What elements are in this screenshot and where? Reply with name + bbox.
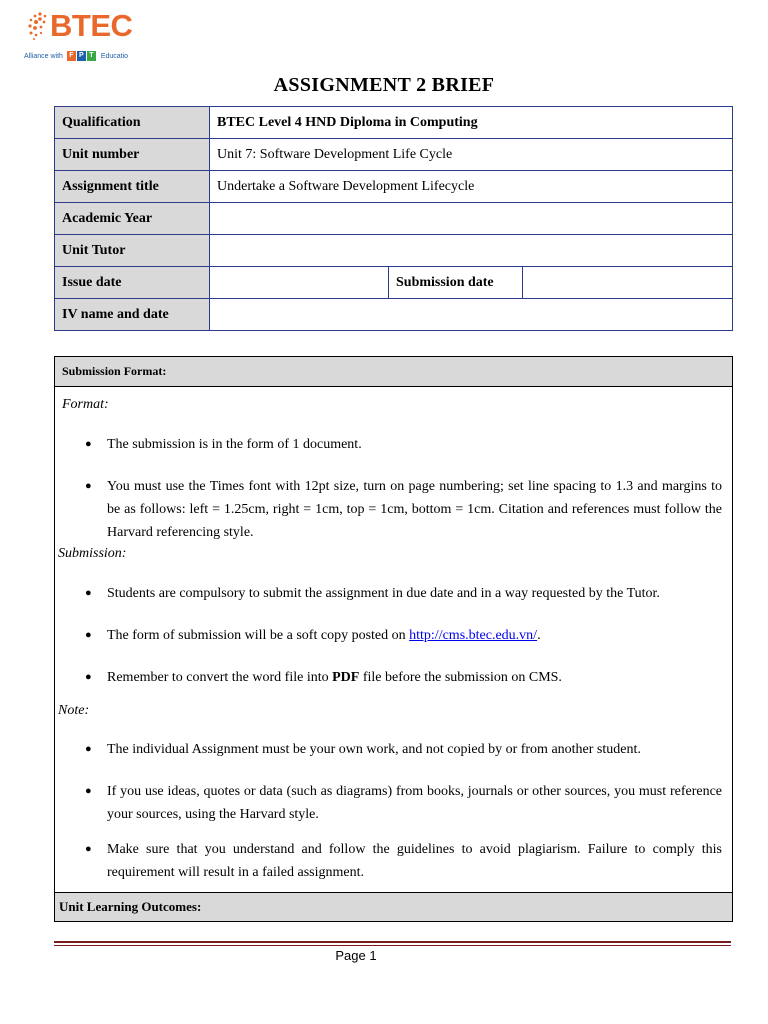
footer-divider-thin [54,945,731,946]
format-label: Format: [62,397,109,412]
submission-date-value [523,267,733,299]
table-row-unit-tutor [55,235,733,267]
list-item-text: The submission is in the form of 1 document. [107,437,362,452]
logo-dots-icon [26,11,50,41]
list-item [85,433,722,456]
list-item [85,624,722,647]
logo-brand-text: BTEC [50,8,133,43]
fpt-letter-t: T [87,51,96,61]
bullet-icon: ● [85,438,92,450]
submission-label: Submission: [58,546,127,561]
note-label: Note: [58,703,90,718]
list-item [85,666,722,689]
fpt-logo [67,51,97,61]
assignment-info-table [54,106,733,331]
alliance-suffix: Educatio [100,52,129,60]
list-item-text: Students are compulsory to submit the assignment in due date and in a way requested by the Tutor. [107,586,660,601]
list-item-text: The individual Assignment must be your own work, and not copied by or from another student. [107,742,641,757]
submission-format-header: Submission Format: [55,357,732,387]
footer-divider [54,941,731,943]
list-item [85,780,722,826]
unit-tutor-value [210,235,733,267]
list-item-text [107,666,722,689]
btec-logo [22,8,142,64]
fpt-letter-f: F [67,51,76,61]
iv-name-value [210,299,733,331]
submission-item-2-prefix: The form of submission will be a soft copy posted on [107,628,410,643]
table-row-qualification [55,107,733,139]
issue-date-value [210,267,389,299]
bullet-icon: ● [85,785,92,797]
fpt-letter-p: P [77,51,86,61]
list-item [85,475,722,544]
list-item-text: Make sure that you understand and follow the guidelines to avoid plagiarism. Failure to comply this requirement will result in a failed assignment. [107,842,722,880]
list-item-text: You must use the Times font with 12pt size, turn on page numbering; set line spacing to 1.3 and margins to be as follows: left = 1.25cm, right = 1cm, top = 1cm, bottom = 1cm. Citation and references must follow the Harvard referencing style. [107,479,722,540]
table-row-academic-year [55,203,733,235]
bullet-icon: ● [85,671,92,683]
document-title: ASSIGNMENT 2 BRIEF [273,74,495,96]
bullet-icon: ● [85,480,92,492]
bullet-icon: ● [85,743,92,755]
list-item-text: If you use ideas, quotes or data (such as diagrams) from books, journals or other sources, you must reference your sources, using the Harvard style. [107,784,722,822]
submission-item-3-suffix: file before the submission on CMS. [359,670,562,685]
submission-format-box [54,356,733,922]
alliance-prefix: Alliance with [24,52,63,60]
assignment-title-value: Undertake a Software Development Lifecycle [210,171,733,203]
academic-year-label: Academic Year [55,203,210,235]
page-number: Page 1 [335,948,377,963]
submission-item-2-suffix: . [537,628,541,643]
unit-number-value: Unit 7: Software Development Life Cycle [210,139,733,171]
unit-tutor-label: Unit Tutor [55,235,210,267]
qualification-value: BTEC Level 4 HND Diploma in Computing [210,107,733,139]
table-row-unit-number [55,139,733,171]
bullet-icon: ● [85,843,92,855]
bullet-icon: ● [85,629,92,641]
cms-link[interactable]: http://cms.btec.edu.vn/ [409,628,538,643]
table-row-assignment-title [55,171,733,203]
list-item [85,838,722,884]
logo-alliance [24,51,128,62]
bullet-icon: ● [85,587,92,599]
submission-date-label: Submission date [389,267,523,299]
submission-item-3-prefix: Remember to convert the word file into [107,670,333,685]
qualification-label: Qualification [55,107,210,139]
list-item [85,738,722,761]
table-row-dates [55,267,733,299]
list-item-text [107,624,722,647]
academic-year-value [210,203,733,235]
pdf-bold-text: PDF [332,670,360,685]
iv-name-label: IV name and date [55,299,210,331]
issue-date-label: Issue date [55,267,210,299]
table-row-iv [55,299,733,331]
unit-number-label: Unit number [55,139,210,171]
unit-learning-outcomes-header: Unit Learning Outcomes: [55,892,732,921]
assignment-title-label: Assignment title [55,171,210,203]
list-item [85,582,722,605]
